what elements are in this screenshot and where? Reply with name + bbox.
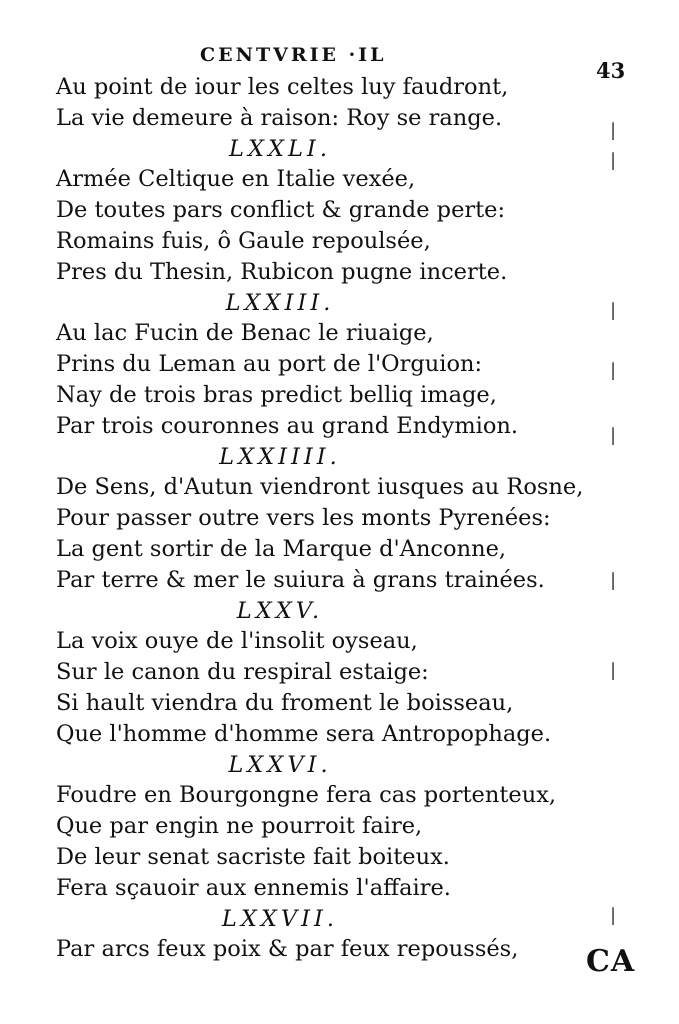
verse-line: De Sens, d'Autun viendront iusques au Rosne,	[56, 474, 584, 501]
margin-bleed-marks	[610, 100, 630, 926]
verse-line: Armée Celtique en Italie vexée,	[56, 166, 416, 193]
verse-line: Par arcs feux poix & par feux repoussés,	[56, 936, 519, 963]
verse-line: Prins du Leman au port de l'Orguion:	[56, 351, 483, 378]
verse-line: Si hault viendra du froment le boisseau,	[56, 689, 514, 716]
verse-line: Par trois couronnes au grand Endymion.	[56, 412, 519, 439]
verse-line: Sur le canon du respiral estaige:	[56, 659, 429, 686]
verse-line: Que par engin ne pourroit faire,	[56, 813, 423, 840]
quatrain-number: LXXVI.	[228, 751, 332, 778]
verse-line: Au lac Fucin de Benac le riuaige,	[56, 320, 434, 347]
verse-line: Romains fuis, ô Gaule repoulsée,	[56, 227, 431, 254]
quatrain-number: LXXLI.	[229, 135, 331, 162]
verse-line: Pour passer outre vers les monts Pyrenées:	[56, 505, 551, 532]
margin-mark: |	[610, 905, 617, 926]
verse-line: Pres du Thesin, Rubicon pugne incerte.	[56, 258, 508, 285]
running-title: CENTVRIE ·IL	[200, 44, 387, 66]
verse-text-block	[56, 72, 636, 965]
verse-line: La gent sortir de la Marque d'Anconne,	[56, 535, 507, 562]
quatrain-number: LXXVII.	[221, 905, 339, 932]
verse-line: Au point de iour les celtes luy faudront,	[56, 74, 509, 100]
margin-mark: |	[610, 300, 617, 321]
verse-line: Foudre en Bourgongne fera cas portenteux,	[56, 782, 557, 809]
verse-line: Que l'homme d'homme sera Antropophage.	[56, 720, 552, 747]
margin-mark: |	[610, 150, 617, 171]
verse-line: Fera sçauoir aux ennemis l'affaire.	[56, 874, 451, 901]
verse-line: Nay de trois bras predict belliq image,	[56, 381, 497, 408]
verse-line: La voix ouye de l'insolit oyseau,	[56, 628, 418, 655]
margin-mark: |	[610, 425, 617, 446]
verse-line: La vie demeure à raison: Roy se range.	[56, 104, 503, 131]
margin-mark: |	[610, 660, 617, 681]
margin-mark: |	[610, 120, 617, 141]
verse-line: De toutes pars conflict & grande perte:	[56, 197, 506, 224]
quatrain-number: LXXV.	[236, 597, 324, 624]
margin-mark: |	[610, 360, 617, 381]
catchword: CA	[586, 944, 636, 979]
margin-mark: |	[610, 570, 617, 591]
page-number: 43	[596, 58, 626, 83]
verse-line: Par terre & mer le suiura à grans trainées.	[56, 566, 545, 593]
verse-line: De leur senat sacriste fait boiteux.	[56, 843, 450, 870]
quatrain-number: LXXIII.	[225, 289, 335, 316]
quatrain-number: LXXIIII.	[219, 443, 341, 470]
